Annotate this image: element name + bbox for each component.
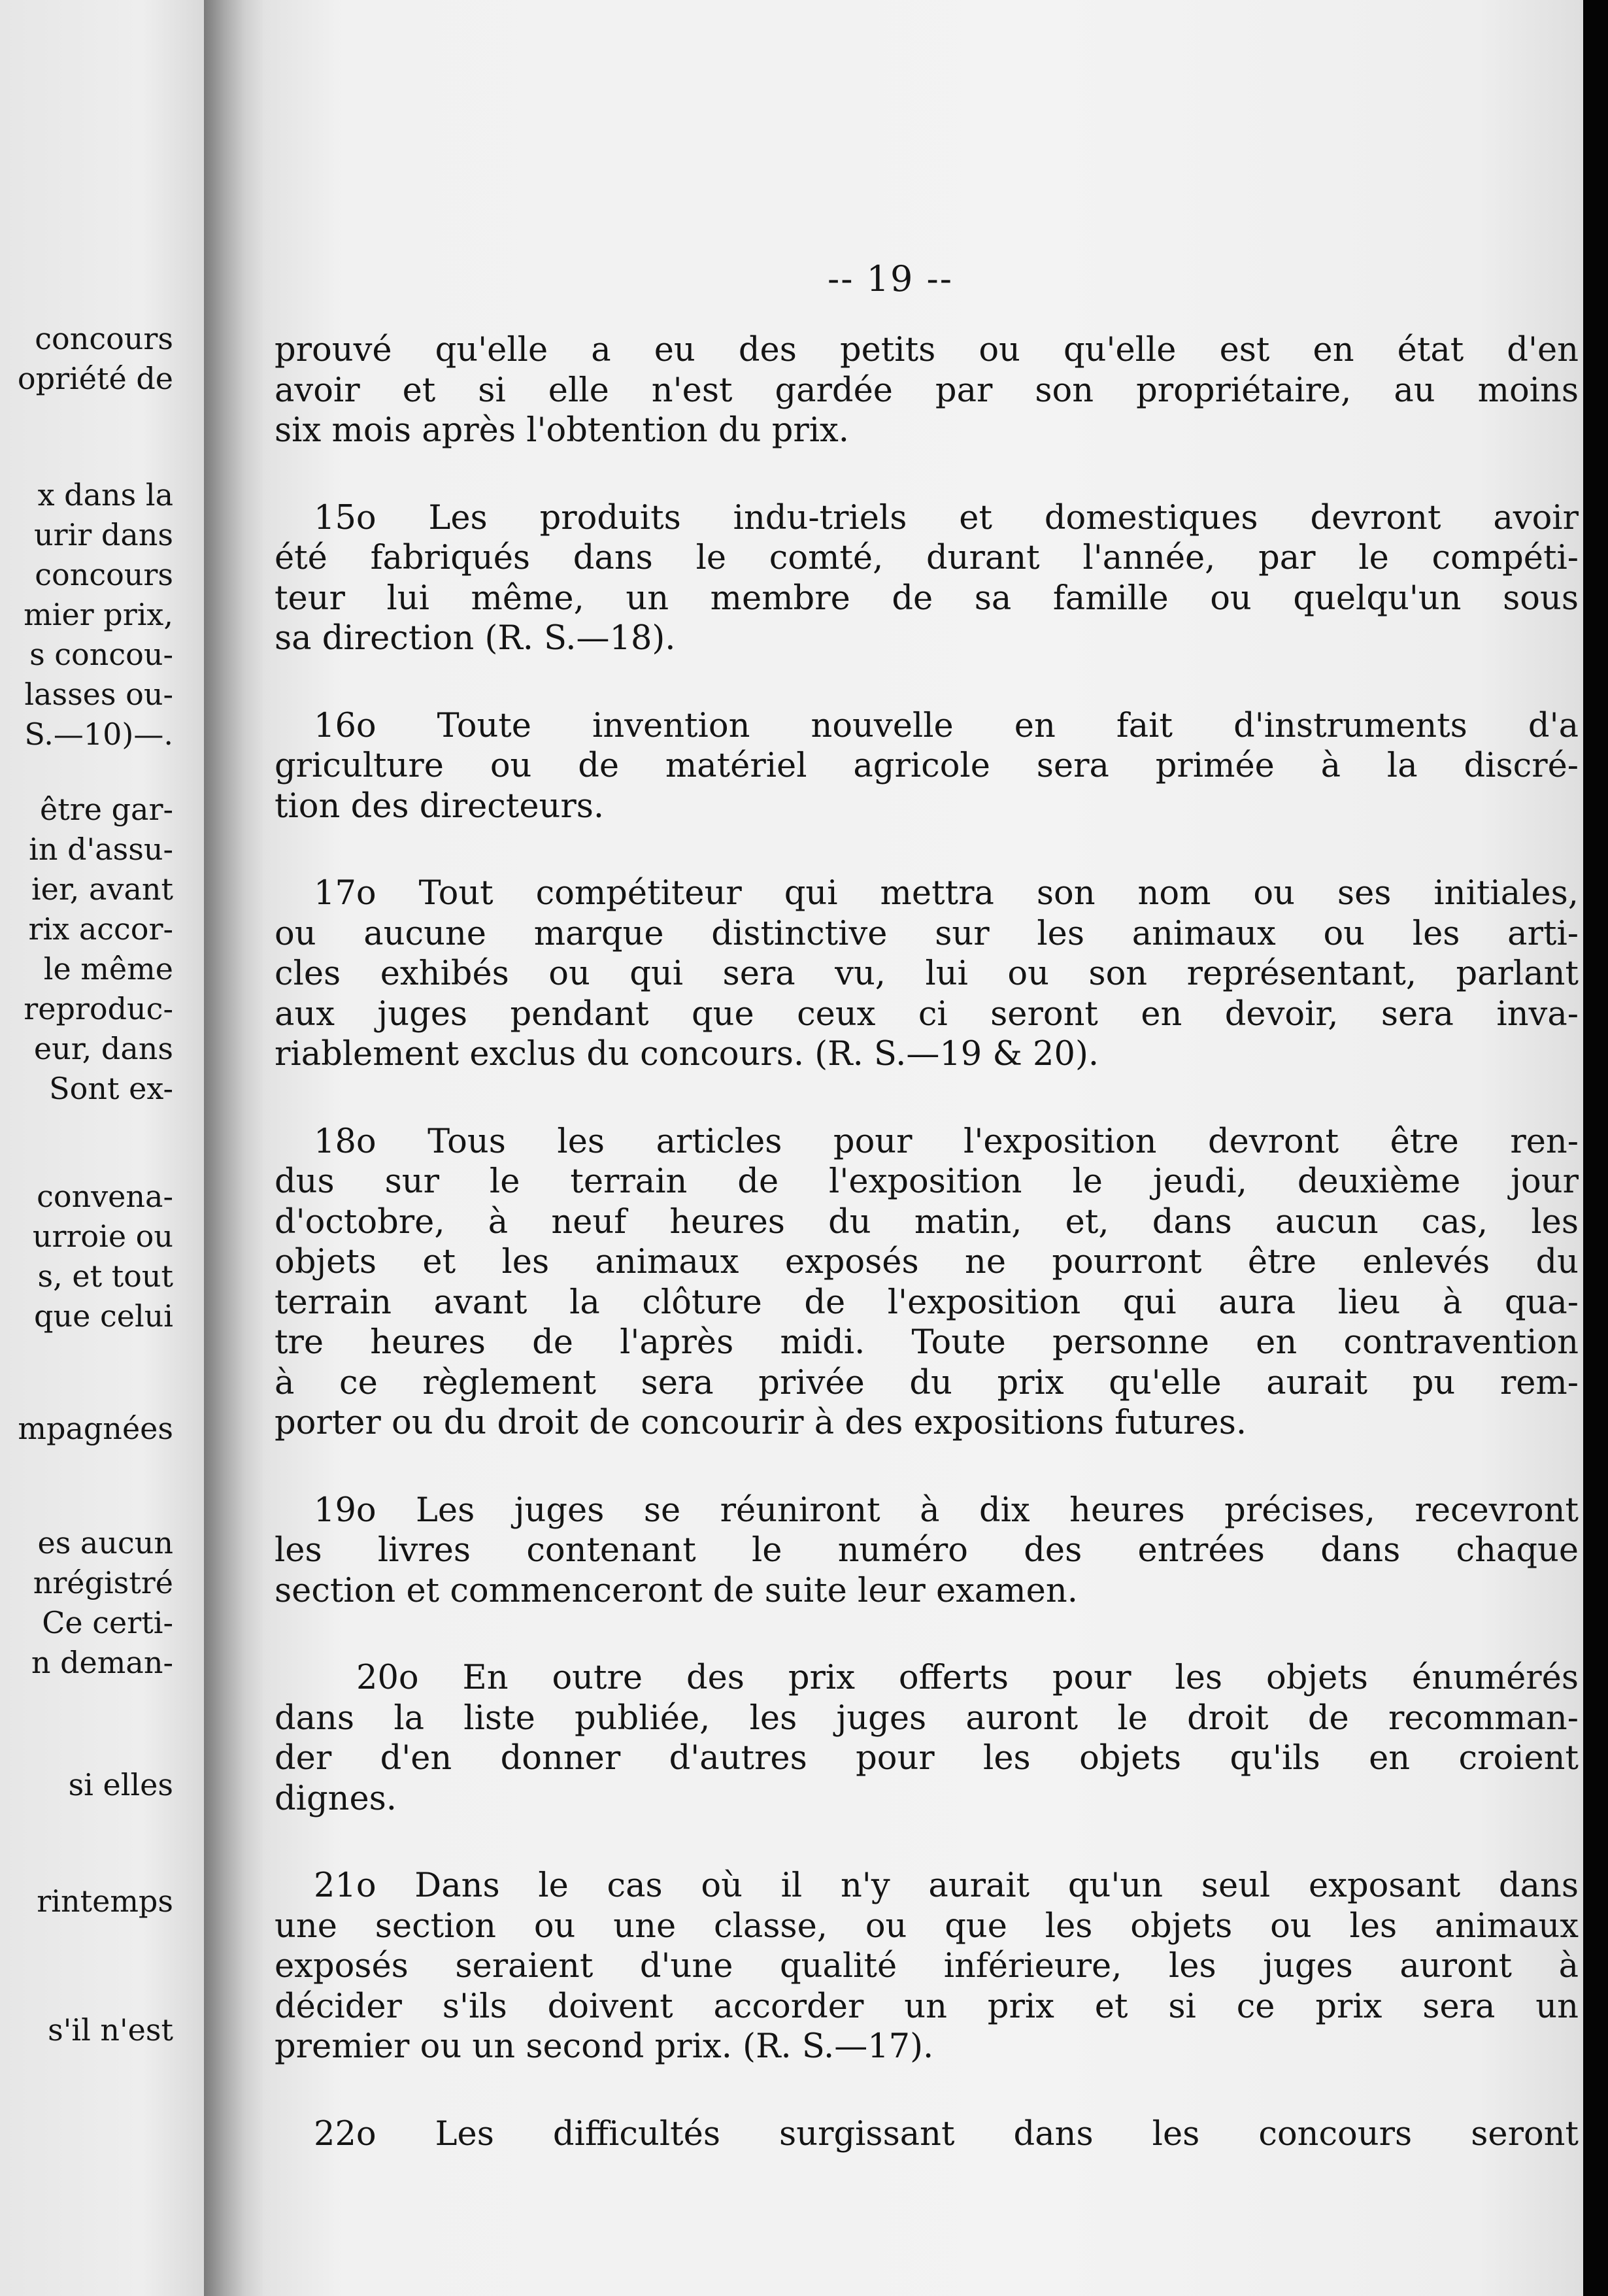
text-line: teur lui même, un membre de sa famille ou quelqu'un sous <box>275 579 1579 618</box>
right-page <box>263 0 1583 2296</box>
paragraph-22 <box>275 2114 1579 2155</box>
text-line: six mois après l'obtention du prix. <box>275 411 850 450</box>
text-line: tion des directeurs. <box>275 786 605 826</box>
text-line: objets et les animaux exposés ne pourront être enlevés du <box>275 1243 1579 1281</box>
left-line: Sont ex- <box>49 1071 173 1106</box>
text-line: 16o Toute invention nouvelle en fait d'instruments d'a <box>314 706 1579 745</box>
left-line: concours <box>35 557 173 592</box>
text-line: 22o Les difficultés surgissant dans les concours seront <box>314 2114 1579 2153</box>
text-line: décider s'ils doivent accorder un prix et si ce prix sera un <box>275 1987 1579 2026</box>
left-line: reproduc- <box>24 991 173 1026</box>
text-line: aux juges pendant que ceux ci seront en devoir, sera inva- <box>275 994 1579 1034</box>
left-line: Ce certi- <box>42 1605 173 1640</box>
text-line: prouvé qu'elle a eu des petits ou qu'elle est en état d'en <box>275 331 1579 369</box>
text-line: riablement exclus du concours. (R. S.—19 & 20). <box>275 1035 1099 1073</box>
paragraph-18 <box>275 1122 1579 1443</box>
left-group-7 <box>0 1765 173 1805</box>
text-line: une section ou une classe, ou que les objets ou les animaux <box>275 1906 1579 1946</box>
page-number: -- 19 -- <box>827 258 954 299</box>
left-line: es aucun <box>37 1525 173 1561</box>
left-line: convena- <box>37 1179 173 1214</box>
text-line: porter ou du droit de concourir à des expositions futures. <box>275 1404 1247 1442</box>
text-line: dus sur le terrain de l'exposition le jeudi, deuxième jour <box>275 1162 1579 1201</box>
left-line: si elles <box>68 1767 173 1802</box>
left-line: urroie ou <box>32 1219 173 1254</box>
text-line: dignes. <box>275 1779 397 1818</box>
left-line: urir dans <box>33 517 173 552</box>
paragraph-17 <box>275 873 1579 1075</box>
left-line: opriété de <box>17 361 173 396</box>
left-line: n deman- <box>31 1645 173 1680</box>
left-group-4 <box>0 1177 173 1336</box>
text-line: les livres contenant le numéro des entrées dans chaque <box>275 1531 1579 1570</box>
text-line: avoir et si elle n'est gardée par son propriétaire, au moins <box>275 371 1579 410</box>
left-page-fragment <box>0 0 204 2296</box>
left-line: rintemps <box>37 1883 173 1919</box>
left-line: s'il n'est <box>48 2012 173 2048</box>
left-group-2 <box>0 475 173 754</box>
text-line: 18o Tous les articles pour l'exposition devront être ren- <box>314 1122 1579 1161</box>
left-group-8 <box>0 1882 173 1921</box>
text-line: à ce règlement sera privée du prix qu'elle aurait pu rem- <box>275 1363 1579 1402</box>
text-line: d'octobre, à neuf heures du matin, et, dans aucun cas, les <box>275 1202 1579 1241</box>
left-line: lasses ou- <box>24 677 173 712</box>
left-line: mpagnées <box>18 1411 173 1446</box>
left-line: le même <box>43 951 173 987</box>
left-group-1 <box>0 319 173 399</box>
text-line: terrain avant la clôture de l'exposition qui aura lieu à qua- <box>275 1283 1579 1322</box>
paragraph-19 <box>275 1491 1579 1612</box>
text-line: tre heures de l'après midi. Toute personne en contravention <box>275 1323 1579 1362</box>
text-line: cles exhibés ou qui sera vu, lui ou son représentant, parlant <box>275 954 1579 993</box>
text-line: dans la liste publiée, les juges auront le droit de recomman- <box>275 1698 1579 1738</box>
left-group-6 <box>0 1523 173 1683</box>
left-line: x dans la <box>37 477 173 513</box>
paragraph-15 <box>275 498 1579 659</box>
left-group-5 <box>0 1409 173 1449</box>
text-line: sa direction (R. S.—18). <box>275 619 676 658</box>
left-group-3 <box>0 790 173 1109</box>
left-line: que celui <box>34 1298 173 1334</box>
left-line: être gar- <box>40 792 173 827</box>
left-line: concours <box>35 321 173 356</box>
left-line: mier prix, <box>24 597 173 632</box>
left-line: eur, dans <box>33 1031 173 1066</box>
text-line: der d'en donner d'autres pour les objets qu'ils en croient <box>275 1739 1579 1778</box>
text-line: été fabriqués dans le comté, durant l'année, par le compéti- <box>275 539 1579 577</box>
text-line: 15o Les produits indu-triels et domestiques devront avoir <box>314 498 1579 537</box>
scan-right-border <box>1583 0 1608 2296</box>
text-line: section et commenceront de suite leur examen. <box>275 1571 1078 1610</box>
text-line: exposés seraient d'une qualité inférieure, les juges auront à <box>275 1947 1579 1985</box>
left-line: S.—10)—. <box>24 717 173 752</box>
text-line: premier ou un second prix. (R. S.—17). <box>275 2027 934 2066</box>
text-line: 17o Tout compétiteur qui mettra son nom ou ses initiales, <box>314 874 1579 913</box>
left-line: ier, avant <box>31 871 173 907</box>
text-line: griculture ou de matériel agricole sera primée à la discré- <box>275 747 1579 785</box>
paragraph-21 <box>275 1866 1579 2067</box>
paragraph-20 <box>275 1658 1579 1819</box>
text-line: 19o Les juges se réuniront à dix heures précises, recevront <box>314 1491 1579 1530</box>
paragraph-continued <box>275 330 1579 451</box>
text-line: 20o En outre des prix offerts pour les objets énumérés <box>356 1659 1579 1697</box>
left-group-9 <box>0 2010 173 2050</box>
left-line: nrégistré <box>33 1565 173 1600</box>
left-line: s concou- <box>29 637 173 672</box>
text-line: 21o Dans le cas où il n'y aurait qu'un seul exposant dans <box>314 1866 1579 1905</box>
page-body <box>275 330 1579 2201</box>
left-line: s, et tout <box>37 1258 173 1294</box>
left-line: in d'assu- <box>29 832 173 867</box>
book-gutter <box>204 0 263 2296</box>
paragraph-16 <box>275 706 1579 827</box>
text-line: ou aucune marque distinctive sur les animaux ou les arti- <box>275 914 1579 953</box>
left-line: rix accor- <box>28 911 173 947</box>
